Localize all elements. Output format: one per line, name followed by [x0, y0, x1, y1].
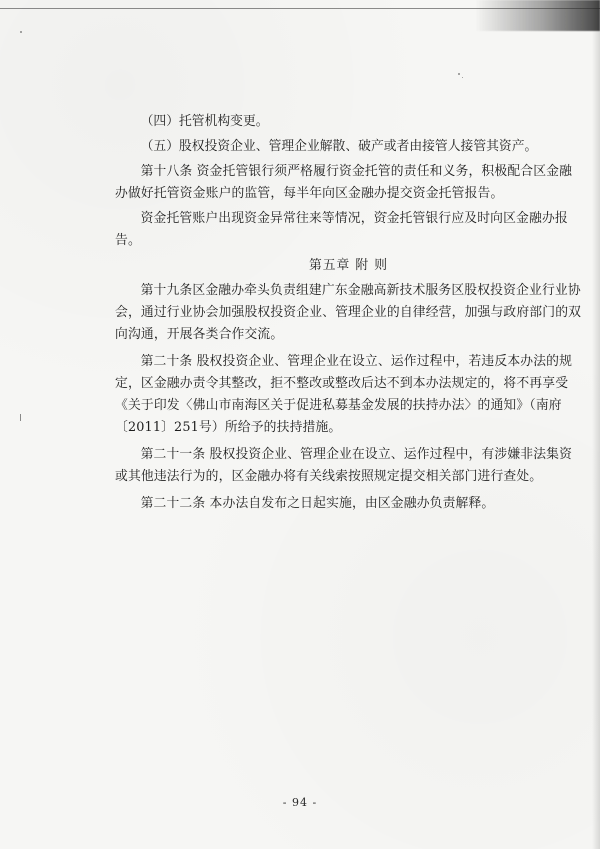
article-18-followup: 资金托管账户出现资金异常往来等情况，资金托管银行应及时向区金融办报告。 [115, 211, 568, 248]
scan-top-right-shadow [475, 0, 600, 31]
article-21: 第二十一条 股权投资企业、管理企业在设立、运作过程中，有涉嫌非法集资或其他违法行为的，区金融办将有关线索按照规定提交相关部门进行查处。 [115, 447, 573, 484]
document-body [115, 111, 582, 515]
article-20: 第二十条 股权投资企业、管理企业在设立、运作过程中，若违反本办法的规定，区金融办责令其整改，拒不整改或整改后达不到本办法规定的，将不再享受《关于印发〈佛山市南海区关于促进私募基金发展的扶持办法〉的通知》（南府〔2011〕251号）所给予的扶持措施。 [115, 354, 573, 435]
clause-item-5: （五）股权投资企业、管理企业解散、破产或者由接管人接管其资产。 [140, 139, 538, 154]
chapter-title: 第五章 附 则 [308, 258, 389, 273]
scan-speck [458, 73, 460, 75]
article-22: 第二十二条 本办法自发布之日起实施，由区金融办负责解释。 [140, 496, 495, 511]
clause-item-4: （四）托管机构变更。 [140, 114, 269, 129]
article-19: 第十九条区金融办牵头负责组建广东金融高新技术服务区股权投资企业行业协会，通过行业协会加强股权投资企业、管理企业的自律经营，加强与政府部门的双向沟通，开展各类合作交流。 [115, 283, 582, 342]
article-18: 第十八条 资金托管银行须严格履行资金托管的责任和义务，积极配合区金融办做好托管资金账户的监管，每半年向区金融办提交资金托管报告。 [115, 164, 573, 201]
scan-speck [20, 31, 22, 33]
scan-speck [462, 77, 463, 78]
scan-speck [20, 414, 21, 421]
page-number: - 94 - [282, 796, 318, 809]
scan-right-edge-shadow [592, 0, 600, 849]
